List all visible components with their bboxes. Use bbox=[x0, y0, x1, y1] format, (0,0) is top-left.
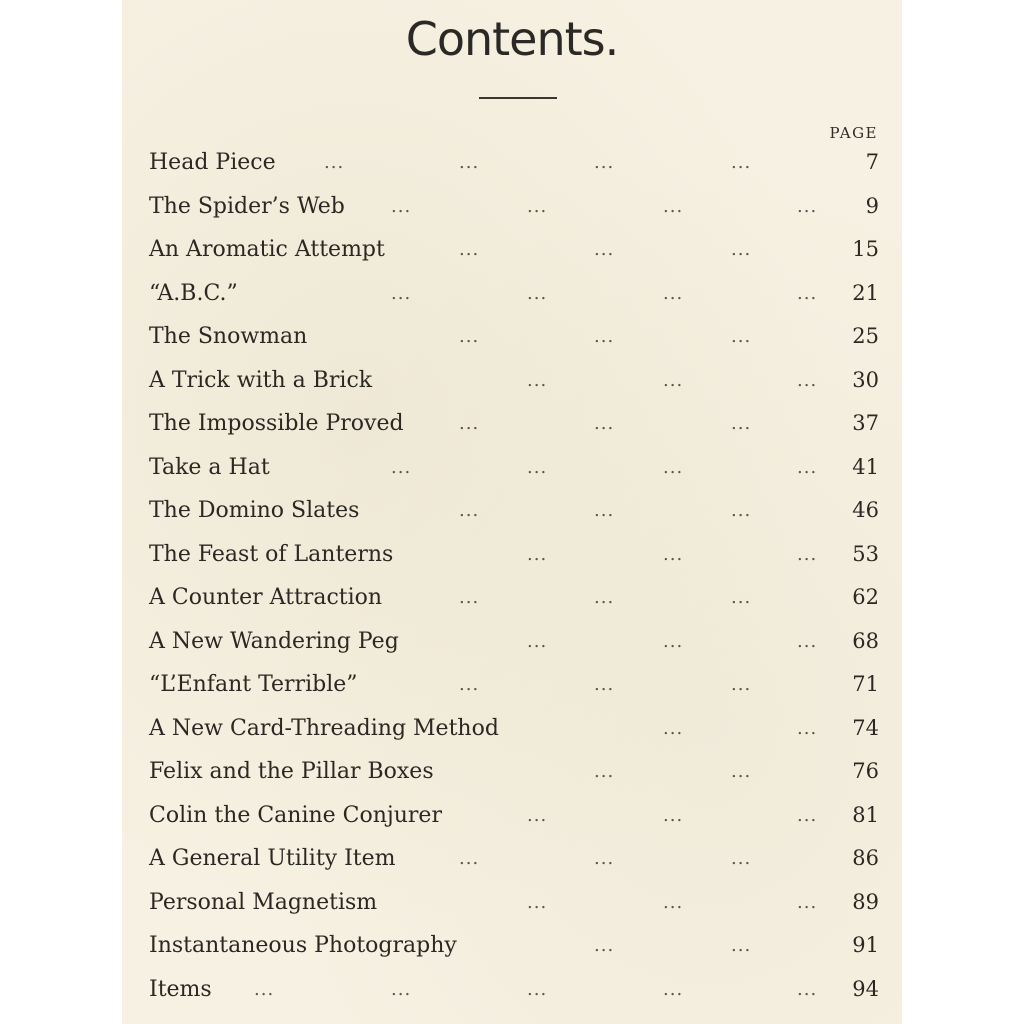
contents-entry bbox=[149, 320, 879, 364]
entry-title: The Feast of Lanterns bbox=[149, 541, 394, 567]
dot-leader: ... bbox=[527, 456, 548, 478]
entry-title: The Snowman bbox=[149, 324, 308, 349]
entry-title: Items bbox=[149, 976, 212, 1002]
dot-leader: ... bbox=[459, 674, 480, 695]
dot-leader: ... bbox=[391, 978, 412, 1000]
entry-title: The Spider’s Web bbox=[149, 193, 345, 219]
dot-leader: ... bbox=[797, 717, 818, 739]
entry-title: A Counter Attraction bbox=[149, 585, 383, 610]
dot-leader: ... bbox=[459, 326, 480, 347]
contents-list bbox=[149, 146, 879, 1016]
dot-leader: ... bbox=[663, 630, 684, 652]
entry-title: Instantaneous Photography bbox=[149, 933, 457, 958]
dot-leader: ... bbox=[797, 282, 818, 304]
contents-entry bbox=[149, 233, 879, 277]
entry-page-number: 62 bbox=[852, 585, 879, 609]
entry-title: A New Card-Threading Method bbox=[149, 715, 499, 741]
entry-title: An Aromatic Attempt bbox=[149, 237, 385, 262]
dot-leader: ... bbox=[527, 282, 548, 304]
entry-page-number: 81 bbox=[852, 802, 879, 827]
dot-leader: ... bbox=[797, 369, 818, 391]
dot-leader: ... bbox=[527, 369, 548, 391]
entry-page-number: 9 bbox=[865, 193, 879, 218]
dot-leader: ... bbox=[594, 935, 615, 956]
dot-leader: ... bbox=[663, 369, 684, 391]
dot-leader: ... bbox=[731, 326, 752, 347]
contents-entry bbox=[149, 277, 879, 321]
dot-leader: ... bbox=[663, 543, 684, 565]
contents-entry bbox=[149, 842, 879, 886]
contents-entry bbox=[149, 799, 879, 843]
dot-leader: ... bbox=[527, 543, 548, 565]
contents-entry bbox=[149, 712, 879, 756]
dot-leader: ... bbox=[663, 891, 684, 913]
dot-leader: ... bbox=[594, 239, 615, 260]
dot-leader: ... bbox=[663, 195, 684, 217]
contents-entry bbox=[149, 494, 879, 538]
dot-leader: ... bbox=[594, 152, 615, 173]
dot-leader: ... bbox=[663, 978, 684, 1000]
dot-leader: ... bbox=[731, 152, 752, 173]
entry-page-number: 89 bbox=[852, 889, 879, 914]
dot-leader: ... bbox=[391, 282, 412, 304]
entry-page-number: 21 bbox=[852, 280, 879, 305]
entry-page-number: 30 bbox=[852, 367, 879, 392]
entry-title: A General Utility Item bbox=[149, 846, 396, 871]
entry-title: The Impossible Proved bbox=[149, 411, 404, 436]
dot-leader: ... bbox=[594, 413, 615, 434]
entry-page-number: 86 bbox=[852, 846, 879, 870]
dot-leader: ... bbox=[731, 761, 752, 782]
dot-leader: ... bbox=[527, 891, 548, 913]
entry-title: Personal Magnetism bbox=[149, 889, 378, 915]
page-title: Contents. bbox=[405, 12, 619, 66]
dot-leader: ... bbox=[731, 500, 752, 521]
dot-leader: ... bbox=[527, 804, 548, 826]
dot-leader: ... bbox=[594, 587, 615, 608]
contents-entry bbox=[149, 625, 879, 669]
entry-title: A New Wandering Peg bbox=[149, 628, 399, 654]
dot-leader: ... bbox=[797, 630, 818, 652]
dot-leader: ... bbox=[663, 804, 684, 826]
contents-entry bbox=[149, 146, 879, 190]
entry-page-number: 7 bbox=[865, 150, 879, 174]
dot-leader: ... bbox=[254, 978, 275, 1000]
entry-page-number: 74 bbox=[852, 715, 879, 740]
dot-leader: ... bbox=[731, 239, 752, 260]
dot-leader: ... bbox=[663, 717, 684, 739]
entry-page-number: 68 bbox=[852, 628, 879, 653]
dot-leader: ... bbox=[731, 935, 752, 956]
dot-leader: ... bbox=[797, 804, 818, 826]
contents-entry bbox=[149, 190, 879, 234]
contents-entry bbox=[149, 538, 879, 582]
entry-title: “A.B.C.” bbox=[149, 280, 238, 306]
dot-leader: ... bbox=[731, 587, 752, 608]
dot-leader: ... bbox=[797, 195, 818, 217]
entry-page-number: 76 bbox=[852, 759, 879, 783]
contents-entry bbox=[149, 755, 879, 799]
dot-leader: ... bbox=[731, 674, 752, 695]
entry-page-number: 41 bbox=[852, 454, 879, 479]
dot-leader: ... bbox=[459, 587, 480, 608]
dot-leader: ... bbox=[594, 500, 615, 521]
dot-leader: ... bbox=[797, 978, 818, 1000]
title-rule bbox=[479, 97, 557, 99]
contents-entry bbox=[149, 929, 879, 973]
entry-title: Head Piece bbox=[149, 150, 276, 175]
contents-entry bbox=[149, 407, 879, 451]
dot-leader: ... bbox=[663, 456, 684, 478]
entry-page-number: 53 bbox=[852, 541, 879, 566]
dot-leader: ... bbox=[324, 152, 345, 173]
contents-entry bbox=[149, 364, 879, 408]
contents-entry bbox=[149, 886, 879, 930]
dot-leader: ... bbox=[594, 326, 615, 347]
dot-leader: ... bbox=[527, 978, 548, 1000]
entry-title: “L’Enfant Terrible” bbox=[149, 672, 358, 697]
dot-leader: ... bbox=[459, 239, 480, 260]
entry-title: Take a Hat bbox=[149, 454, 270, 480]
book-page bbox=[122, 0, 902, 1024]
contents-entry bbox=[149, 581, 879, 625]
contents-entry bbox=[149, 973, 879, 1017]
dot-leader: ... bbox=[797, 456, 818, 478]
entry-page-number: 46 bbox=[852, 498, 879, 522]
contents-entry bbox=[149, 451, 879, 495]
page-column-header: PAGE bbox=[829, 124, 878, 142]
dot-leader: ... bbox=[594, 848, 615, 869]
entry-page-number: 91 bbox=[852, 933, 879, 957]
entry-title: The Domino Slates bbox=[149, 498, 360, 523]
entry-title: Felix and the Pillar Boxes bbox=[149, 759, 434, 784]
dot-leader: ... bbox=[459, 152, 480, 173]
entry-page-number: 94 bbox=[852, 976, 879, 1001]
entry-page-number: 25 bbox=[852, 324, 879, 348]
entry-title: A Trick with a Brick bbox=[149, 367, 373, 393]
dot-leader: ... bbox=[731, 413, 752, 434]
entry-page-number: 71 bbox=[852, 672, 879, 696]
dot-leader: ... bbox=[459, 413, 480, 434]
dot-leader: ... bbox=[527, 195, 548, 217]
dot-leader: ... bbox=[594, 674, 615, 695]
entry-page-number: 15 bbox=[852, 237, 879, 261]
dot-leader: ... bbox=[527, 630, 548, 652]
dot-leader: ... bbox=[459, 848, 480, 869]
dot-leader: ... bbox=[594, 761, 615, 782]
dot-leader: ... bbox=[391, 195, 412, 217]
dot-leader: ... bbox=[797, 891, 818, 913]
dot-leader: ... bbox=[391, 456, 412, 478]
dot-leader: ... bbox=[663, 282, 684, 304]
dot-leader: ... bbox=[459, 500, 480, 521]
dot-leader: ... bbox=[731, 848, 752, 869]
contents-entry bbox=[149, 668, 879, 712]
entry-title: Colin the Canine Conjurer bbox=[149, 802, 442, 828]
entry-page-number: 37 bbox=[852, 411, 879, 435]
dot-leader: ... bbox=[797, 543, 818, 565]
